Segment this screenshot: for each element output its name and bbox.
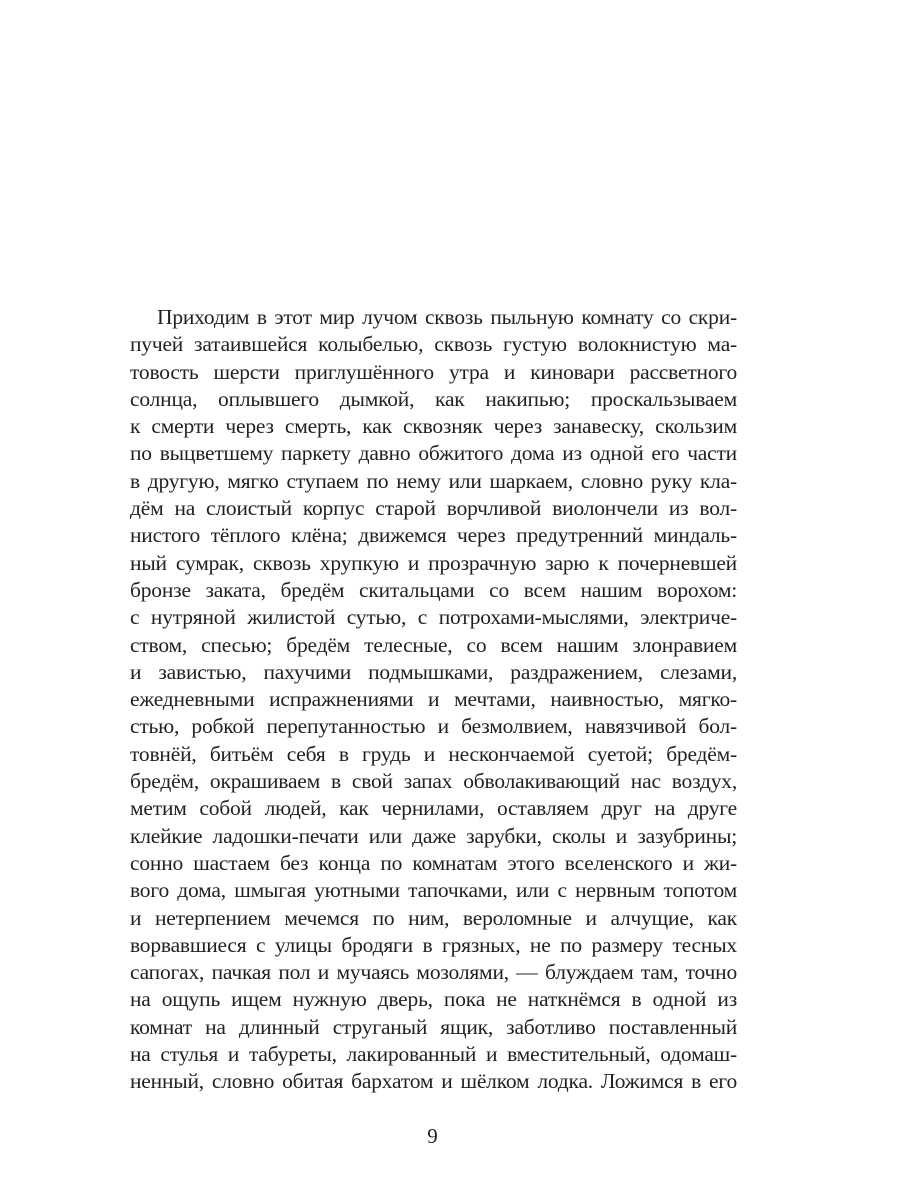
text-line: клейкие ладошки-печати или даже зарубки, сколы и зазубрины; (130, 823, 737, 848)
text-line: нистого тёплого клёна; движемся через предутренний миндаль- (130, 523, 737, 548)
text-line: пучей затаившейся колыбелью, сквозь густую волокнистую ма- (130, 332, 737, 357)
text-line: дём на слоистый корпус старой ворчливой виолончели из вол- (130, 496, 737, 521)
page-number: 9 (427, 1124, 438, 1148)
text-line: к смерти через смерть, как сквозняк через занавеску, скользим (130, 414, 737, 439)
text-line: товость шерсти приглушённого утра и киновари рассветного (130, 359, 737, 384)
text-line: на ощупь ищем нужную дверь, пока не наткнёмся в одной из (130, 987, 737, 1012)
text-line: ством, спесью; бредём телесные, со всем нашим злонравием (130, 632, 737, 657)
text-line: ненный, словно обитая бархатом и шёлком лодка. Ложимся в его (130, 1069, 737, 1094)
text-line: солнца, оплывшего дымкой, как накипью; проскальзываем (130, 386, 737, 411)
text-line: по выцветшему паркету давно обжитого дома из одной его части (130, 441, 737, 466)
text-line: сонно шастаем без конца по комнатам этого вселенского и жи- (130, 850, 737, 875)
text-line: ный сумрак, сквозь хрупкую и прозрачную зарю к почерневшей (130, 550, 737, 575)
text-line: сапогах, пачкая пол и мучаясь мозолями, — блуждаем там, точно (130, 960, 737, 985)
text-line: на стулья и табуреты, лакированный и вместительный, одомаш- (130, 1042, 737, 1067)
text-line: в другую, мягко ступаем по нему или шаркаем, словно руку кла- (130, 468, 737, 493)
text-line: с нутряной жилистой сутью, с потрохами-мыслями, электриче- (130, 605, 737, 630)
text-line: бронзе заката, бредём скитальцами со всем нашим ворохом: (130, 577, 737, 602)
text-line: комнат на длинный струганый ящик, заботливо поставленный (130, 1014, 737, 1039)
text-line: и завистью, пахучими подмышками, раздражением, слезами, (130, 659, 737, 684)
text-line: ворвавшиеся с улицы бродяги в грязных, не по размеру тесных (130, 932, 737, 957)
text-line: вого дома, шмыгая уютными тапочками, или с нервным топотом (130, 878, 737, 903)
text-line: ежедневными испражнениями и мечтами, наивностью, мягко- (130, 687, 737, 712)
text-line: товнёй, битьём себя в грудь и нескончаемой суетой; бредём- (130, 741, 737, 766)
text-line: метим собой людей, как чернилами, оставляем друг на друге (130, 796, 737, 821)
body-text (130, 304, 737, 1096)
text-line: и нетерпением мечемся по ним, вероломные и алчущие, как (130, 905, 737, 930)
text-line: стью, робкой перепутанностью и безмолвием, навязчивой бол- (130, 714, 737, 739)
text-line: бредём, окрашиваем в свой запах обволакивающий нас воздух, (130, 769, 737, 794)
text-line: Приходим в этот мир лучом сквозь пыльную комнату со скри- (157, 305, 737, 329)
